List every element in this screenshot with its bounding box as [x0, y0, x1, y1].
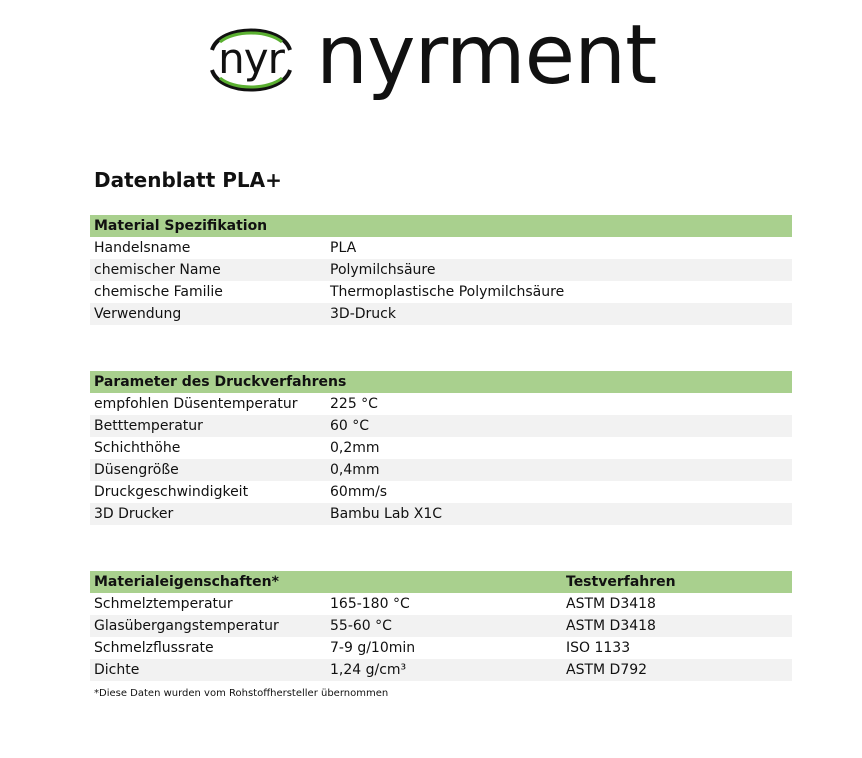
header-label: Parameter des Druckverfahrens — [94, 374, 347, 390]
row-value: 165-180 °C — [330, 596, 410, 612]
logo-wordmark: nyrment — [316, 8, 657, 103]
row-value: 1,24 g/cm³ — [330, 662, 407, 678]
row-test: ASTM D3418 — [566, 618, 656, 634]
logo-mark — [198, 18, 304, 102]
row-label: Glasübergangstemperatur — [94, 618, 279, 634]
header-spacer — [328, 571, 564, 593]
row-label: 3D Drucker — [94, 506, 174, 522]
footnote: *Diese Daten wurden vom Rohstoffhersteller übernommen — [94, 688, 389, 699]
row-value: 3D-Druck — [330, 306, 396, 322]
row-label: Handelsname — [94, 240, 191, 256]
row-value: Bambu Lab X1C — [330, 506, 443, 522]
row-value: 60mm/s — [330, 484, 388, 500]
table-header — [90, 571, 792, 593]
row-test: ASTM D3418 — [566, 596, 656, 612]
row-test: ASTM D792 — [566, 662, 648, 678]
row-value: 60 °C — [330, 418, 370, 434]
table-row — [90, 281, 792, 303]
table-header — [90, 215, 792, 237]
row-value: Polymilchsäure — [330, 262, 436, 278]
row-label: Betttemperatur — [94, 418, 203, 434]
row-label: chemischer Name — [94, 262, 221, 278]
row-label: Schmelztemperatur — [94, 596, 233, 612]
row-label: chemische Familie — [94, 284, 223, 300]
row-label: Druckgeschwindigkeit — [94, 484, 249, 500]
header-label: Materialeigenschaften* — [94, 574, 279, 590]
row-value: PLA — [330, 240, 357, 256]
logo-mark-text: nyr — [218, 34, 284, 83]
table-row — [90, 393, 792, 415]
table-row — [90, 637, 792, 659]
row-label: Verwendung — [94, 306, 182, 322]
header-label: Material Spezifikation — [94, 218, 268, 234]
table-row — [90, 415, 792, 437]
table-row — [90, 615, 792, 637]
row-label: empfohlen Düsentemperatur — [94, 396, 298, 412]
table-row — [90, 237, 792, 259]
row-label: Dichte — [94, 662, 140, 678]
row-value: Thermoplastische Polymilchsäure — [330, 284, 564, 300]
table-row — [90, 481, 792, 503]
page-title: Datenblatt PLA+ — [94, 168, 282, 192]
row-test: ISO 1133 — [566, 640, 631, 656]
table-row — [90, 459, 792, 481]
row-label: Schmelzflussrate — [94, 640, 214, 656]
row-label: Düsengröße — [94, 462, 179, 478]
row-value: 0,2mm — [330, 440, 380, 456]
table-row — [90, 437, 792, 459]
header-test-label: Testverfahren — [566, 574, 676, 590]
table-row — [90, 303, 792, 325]
table-row — [90, 659, 792, 681]
print-parameters-table — [90, 371, 792, 525]
row-value: 55-60 °C — [330, 618, 392, 634]
table-row — [90, 503, 792, 525]
table-row — [90, 593, 792, 615]
material-spec-table — [90, 215, 792, 325]
table-row — [90, 259, 792, 281]
nyrment-logo — [198, 8, 728, 106]
row-value: 0,4mm — [330, 462, 380, 478]
material-properties-table — [90, 571, 792, 681]
row-value: 7-9 g/10min — [330, 640, 416, 656]
row-label: Schichthöhe — [94, 440, 181, 456]
table-header — [90, 371, 792, 393]
row-value: 225 °C — [330, 396, 378, 412]
